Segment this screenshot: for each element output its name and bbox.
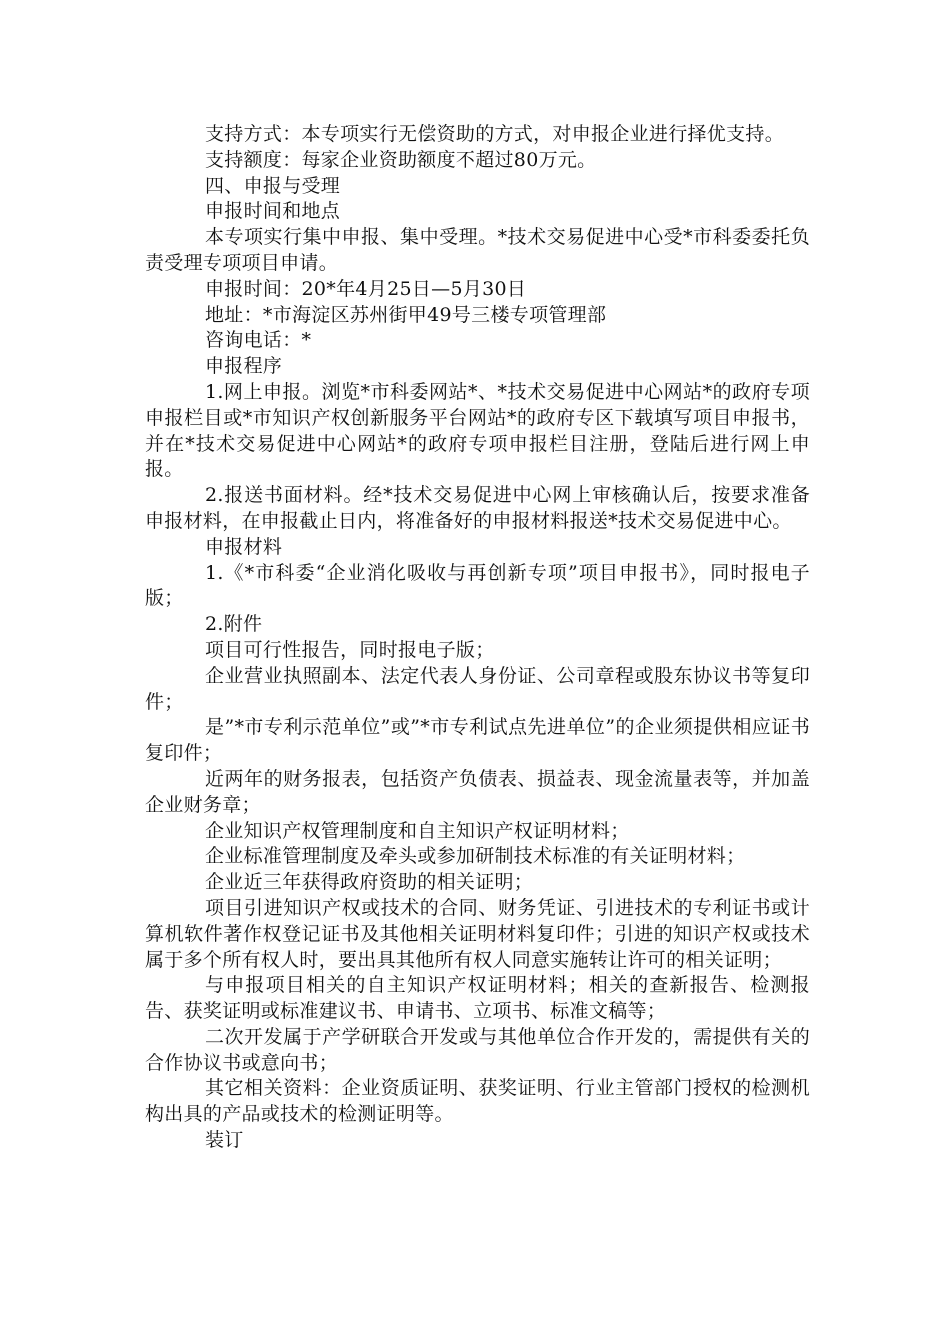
- list-item-license: 企业营业执照副本、法定代表人身份证、公司章程或股东协议书等复印件；: [145, 664, 810, 713]
- paragraph-submit-materials: 2.报送书面材料。经*技术交易促进中心网上审核确认后，按要求准备申报材料，在申报截止日内，将准备好的申报材料报送*技术交易促进中心。: [145, 484, 810, 532]
- paragraph-support-method: 支持方式：本专项实行无偿资助的方式，对申报企业进行择优支持。: [205, 123, 785, 145]
- list-item-other: 其它相关资料：企业资质证明、获奖证明、行业主管部门授权的检测机构出具的产品或技术的检测证明等。: [145, 1077, 810, 1126]
- list-item-standards: 企业标准管理制度及牵头或参加研制技术标准的有关证明材料；: [205, 845, 746, 868]
- subheading-procedure: 申报程序: [205, 355, 283, 378]
- paragraph-address: 地址：*市海淀区苏州街甲49号三楼专项管理部: [205, 303, 607, 326]
- document-body: [145, 122, 810, 1154]
- paragraph-centralized-application: 本专项实行集中申报、集中受理。*技术交易促进中心受*市科委委托负责受理专项项目申请。: [145, 226, 810, 274]
- list-item-imported-ip: 项目引进知识产权或技术的合同、财务凭证、引进技术的专利证书或计算机软件著作权登记证书及其他相关证明材料复印件；引进的知识产权或技术属于多个所有权人时，要出具其他所有权人同意实施转让许可的相关证明；: [145, 896, 810, 971]
- paragraph-attachments: 2.附件: [205, 613, 263, 636]
- subheading-materials: 申报材料: [205, 535, 283, 558]
- paragraph-phone: 咨询电话：*: [205, 329, 312, 352]
- list-item-cooperation: 二次开发属于产学研联合开发或与其他单位合作开发的，需提供有关的合作协议书或意向书；: [145, 1025, 810, 1074]
- paragraph-online-application: 1.网上申报。浏览*市科委网站*、*技术交易促进中心网站*的政府专项申报栏目或*市知识产权创新服务平台网站*的政府专区下载填写项目申报书，并在*技术交易促进中心网站*的政府专项申报栏目注册，登陆后进行网上申报。: [145, 380, 810, 481]
- subheading-binding: 装订: [205, 1129, 244, 1152]
- section-heading-application: 四、申报与受理: [205, 174, 341, 197]
- list-item-financial: 近两年的财务报表，包括资产负债表、损益表、现金流量表等，并加盖企业财务章；: [145, 767, 810, 816]
- paragraph-application-form: 1.《*市科委“企业消化吸收与再创新专项”项目申报书》，同时报电子版；: [145, 561, 810, 610]
- subheading-time-place: 申报时间和地点: [205, 200, 341, 223]
- paragraph-application-time: 申报时间：20*年4月25日—5月30日: [205, 277, 527, 300]
- paragraph-support-amount: 支持额度：每家企业资助额度不超过80万元。: [205, 148, 597, 171]
- list-item-ip-management: 企业知识产权管理制度和自主知识产权证明材料；: [205, 819, 630, 842]
- list-item-own-ip: 与申报项目相关的自主知识产权证明材料；相关的查新报告、检测报告、获奖证明或标准建议书、申请书、立项书、标准文稿等；: [145, 974, 810, 1023]
- list-item-patent-unit: 是”*市专利示范单位”或”*市专利试点先进单位”的企业须提供相应证书复印件；: [145, 716, 810, 765]
- list-item-funding: 企业近三年获得政府资助的相关证明；: [205, 871, 534, 894]
- list-item-feasibility: 项目可行性报告，同时报电子版；: [205, 638, 495, 661]
